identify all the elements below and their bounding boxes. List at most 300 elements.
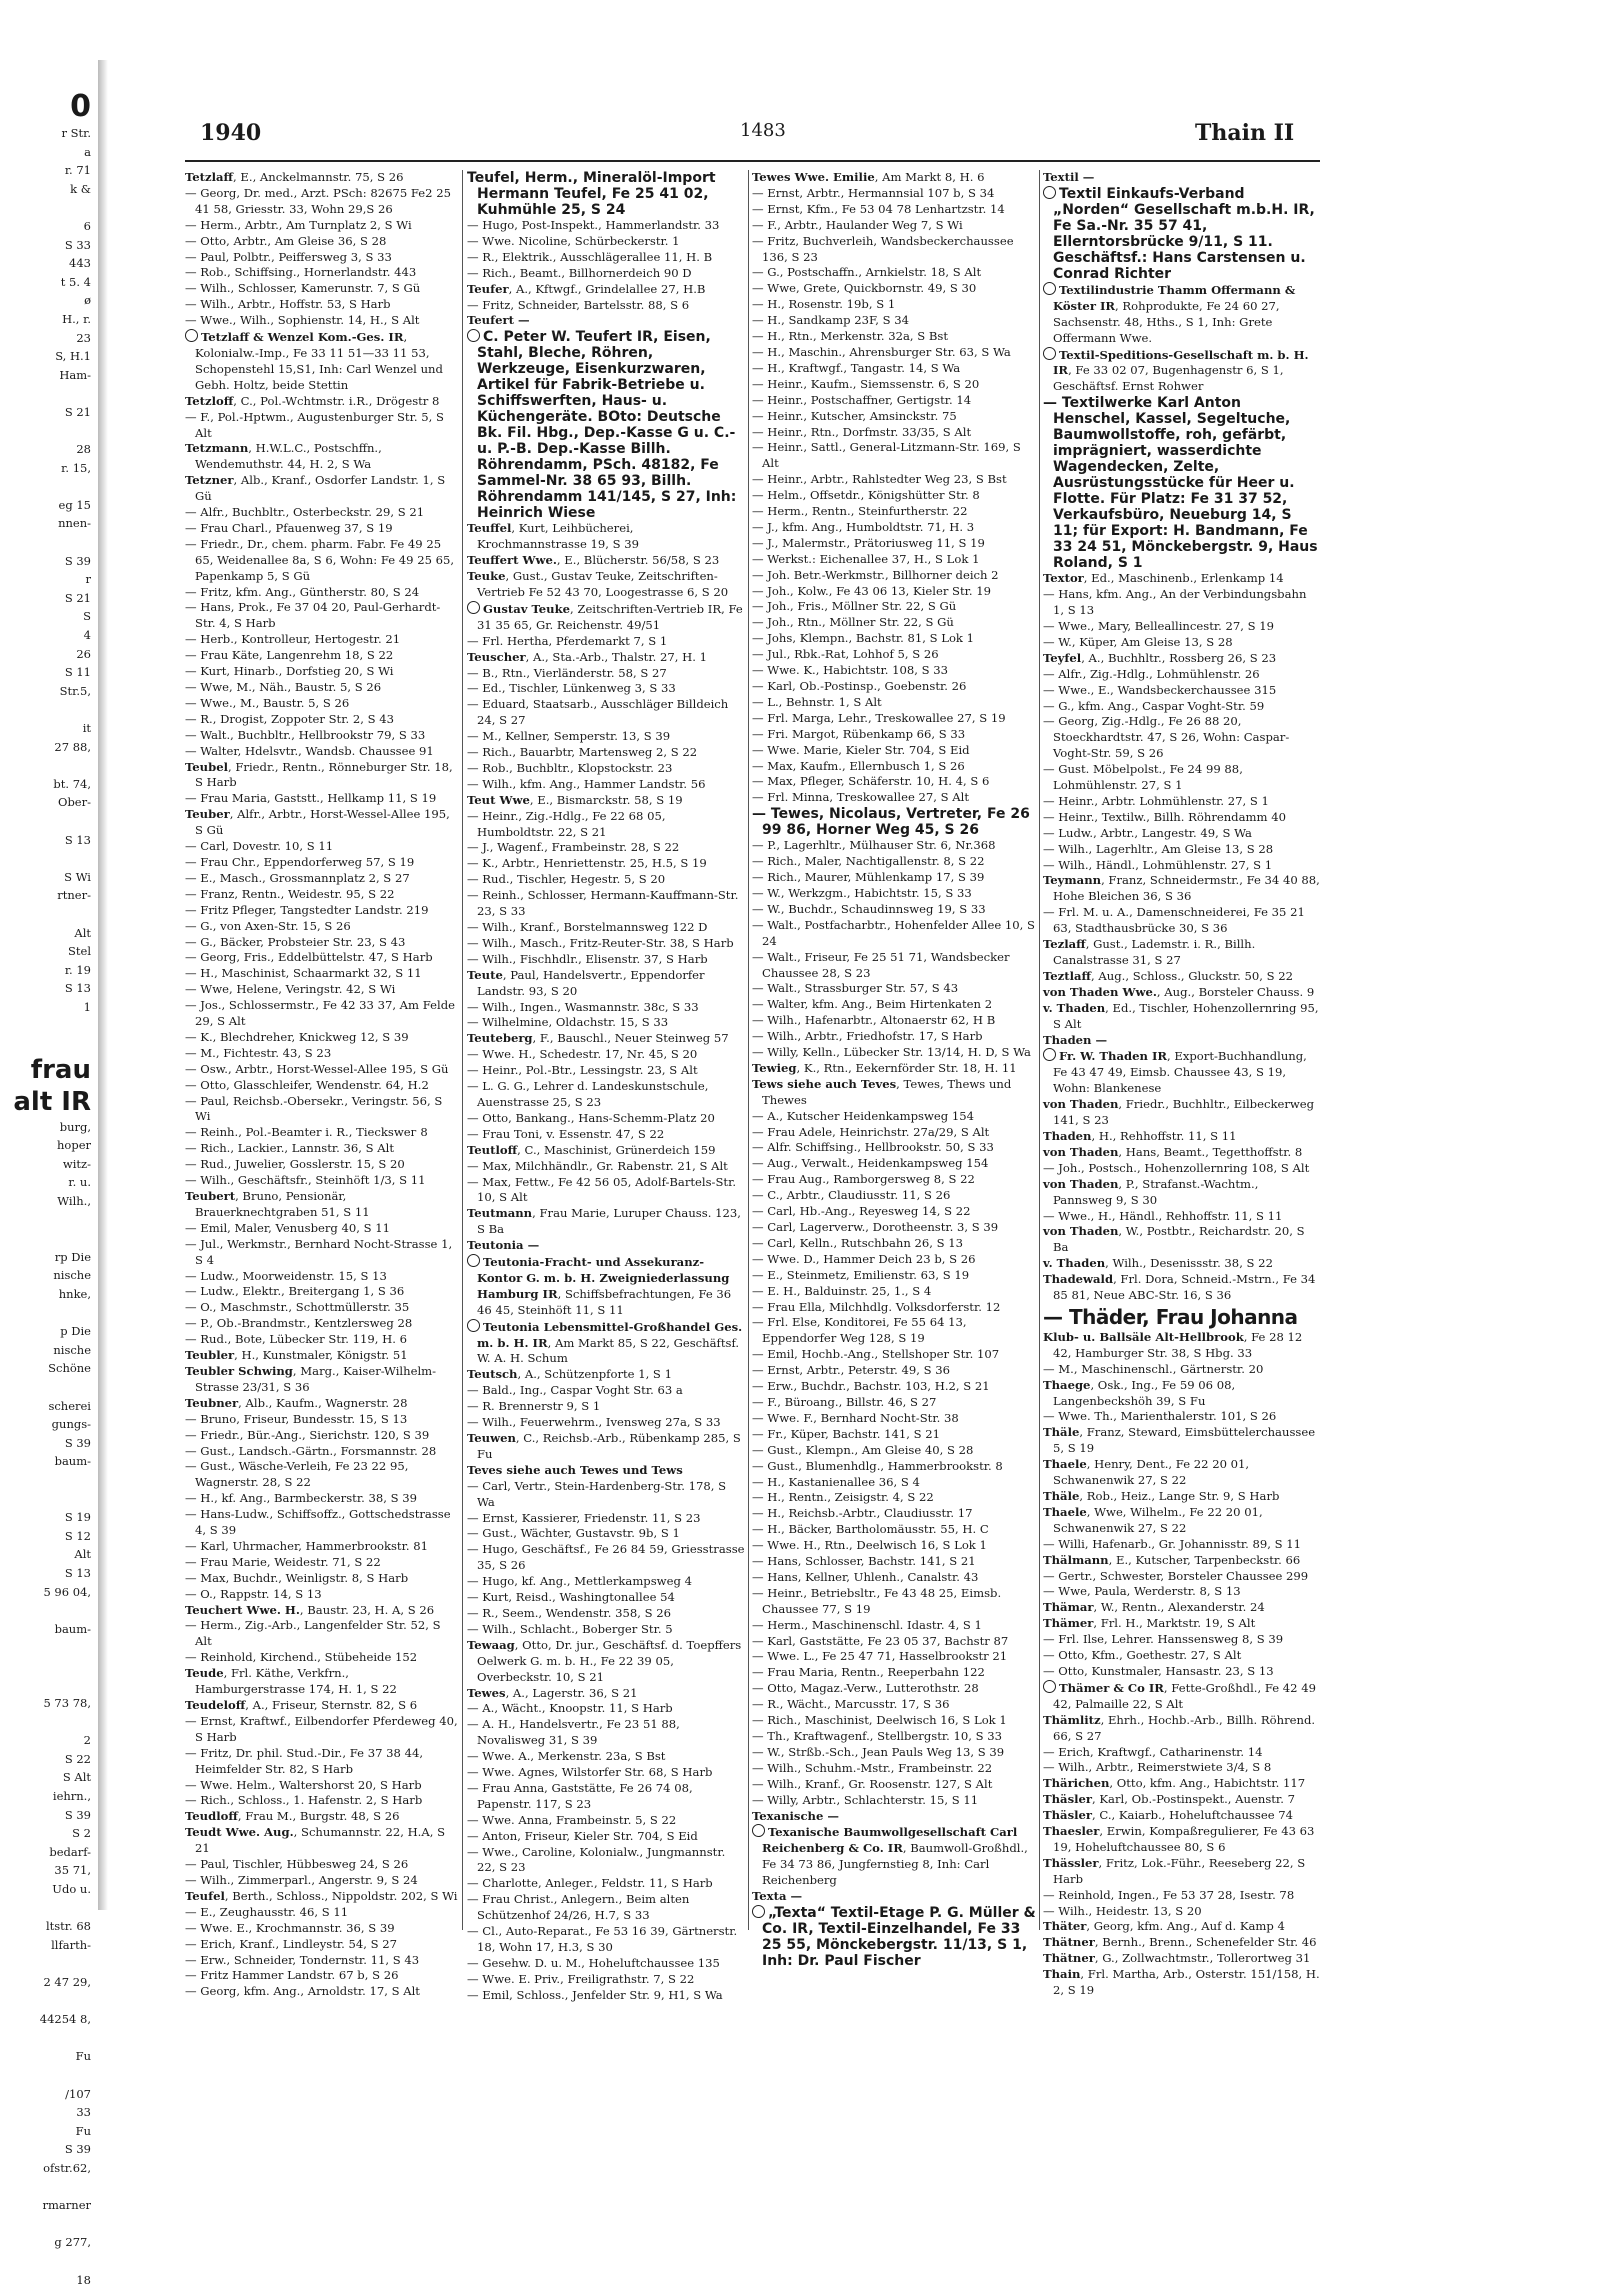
strip-line: a xyxy=(0,143,95,162)
directory-entry: — R., Seem., Wendenstr. 358, S 26 xyxy=(467,1606,745,1622)
directory-entry: Tetzmann, H.W.L.C., Postschffn., Wendemuthstr. 44, H. 2, S Wa xyxy=(185,441,459,473)
directory-entry: Gustav Teuke, Zeitschriften-Vertrieb IR, Fe 31 35 65, Gr. Reichenstr. 49/51 xyxy=(467,601,745,634)
directory-entry: — Wwe. L., Fe 25 47 71, Hasselbrookstr 21 xyxy=(752,1649,1036,1665)
directory-entry: von Thaden, Hans, Beamt., Tegetthoffstr. 8 xyxy=(1043,1145,1320,1161)
directory-entry: — Wwe. Helm., Waltershorst 20, S Harb xyxy=(185,1778,459,1794)
strip-line: Stel xyxy=(0,942,95,961)
directory-entry: — Joh., Postsch., Hohenzollernring 108, S Alt xyxy=(1043,1161,1320,1177)
strip-line: S 33 xyxy=(0,236,95,255)
strip-line: S 22 xyxy=(0,1750,95,1769)
listing-marker-icon xyxy=(467,329,480,342)
directory-entry: Tezlaff, Gust., Lademstr. i. R., Billh. Canalstrasse 31, S 27 xyxy=(1043,937,1320,969)
strip-line: S 39 xyxy=(0,1806,95,1825)
directory-entry: — Wilh., Ingen., Wasmannstr. 38c, S 33 xyxy=(467,1000,745,1016)
directory-entry: — Willy, Kelln., Lübecker Str. 13/14, H. D, S Wa xyxy=(752,1045,1036,1061)
strip-line: S Alt xyxy=(0,1768,95,1787)
strip-line: 6 xyxy=(0,217,95,236)
directory-entry: von Thaden, Friedr., Buchhltr., Eilbeckerweg 141, S 23 xyxy=(1043,1097,1320,1129)
strip-line: 33 xyxy=(0,2103,95,2122)
directory-entry: — Wwe. H., Rtn., Deelwisch 16, S Lok 1 xyxy=(752,1538,1036,1554)
directory-entry: Thaden, H., Rehhoffstr. 11, S 11 xyxy=(1043,1129,1320,1145)
directory-entry: — J., kfm. Ang., Humboldtstr. 71, H. 3 xyxy=(752,520,1036,536)
directory-entry: — Frl. Hertha, Pferdemarkt 7, S 1 xyxy=(467,634,745,650)
directory-entry: — Frau Chr., Eppendorferweg 57, S 19 xyxy=(185,855,459,871)
directory-entry: — Ernst, Arbtr., Peterstr. 49, S 36 xyxy=(752,1363,1036,1379)
directory-entry: C. Peter W. Teufert IR, Eisen, Stahl, Bleche, Röhren, Werkzeuge, Eisenkurzwaren, Artikel für Fabrik-Betriebe u. Schiffswerften, Haus- u. Küchengeräte. BOto: Deutsche Bk. Fil. Hbg., Dep.-Kasse G u. C.-u. P.-B. Dep.-Kasse Billh. Röhrendamm, PSch. 48182, Fe Sammel-Nr. 38 65 93, Billh. Röhrendamm 141/145, S 27, Inh: Heinrich Wiese xyxy=(467,329,745,521)
directory-entry: Teubel, Friedr., Rentn., Rönneburger Str. 18, S Harb xyxy=(185,760,459,792)
directory-entry: Thäter, Georg, kfm. Ang., Auf d. Kamp 4 xyxy=(1043,1919,1320,1935)
directory-entry: — Wilh., Schlacht., Boberger Str. 5 xyxy=(467,1622,745,1638)
directory-entry: — Otto, Kfm., Goethestr. 27, S Alt xyxy=(1043,1648,1320,1664)
directory-entry: — Osw., Arbtr., Horst-Wessel-Allee 195, S Gü xyxy=(185,1062,459,1078)
directory-entry: — H., Reichsb.-Arbtr., Claudiusstr. 17 xyxy=(752,1506,1036,1522)
directory-entry: Fr. W. Thaden IR, Export-Buchhandlung, Fe 43 47 49, Eimsb. Chaussee 43, S 19, Wohn: Blankenese xyxy=(1043,1048,1320,1097)
directory-entry: — Gust., Wäsche-Verleih, Fe 23 22 95, Wagnerstr. 28, S 22 xyxy=(185,1459,459,1491)
directory-entry: — F., Büroang., Billstr. 46, S 27 xyxy=(752,1395,1036,1411)
directory-entry: — Wilh., Hafenarbtr., Altonaerstr 62, H B xyxy=(752,1013,1036,1029)
strip-line: Udo u. xyxy=(0,1880,95,1899)
directory-entry: — Jos., Schlossermstr., Fe 42 33 37, Am Felde 29, S Alt xyxy=(185,998,459,1030)
directory-entry: — Wilh., Schuhm.-Mstr., Frambeinstr. 22 xyxy=(752,1761,1036,1777)
directory-entry: — Rich., Lackier., Lannstr. 36, S Alt xyxy=(185,1141,459,1157)
directory-entry: — Georg, Fris., Eddelbüttelstr. 47, S Harb xyxy=(185,950,459,966)
strip-line: r Str. xyxy=(0,124,95,143)
directory-entry: — Hans, Kellner, Uhlenh., Canalstr. 43 xyxy=(752,1570,1036,1586)
directory-entry: — Bruno, Friseur, Bundesstr. 15, S 13 xyxy=(185,1412,459,1428)
directory-entry: v. Thaden, Ed., Tischler, Hohenzollernring 95, S Alt xyxy=(1043,1001,1320,1033)
directory-entry: — Tewes, Nicolaus, Vertreter, Fe 26 99 86, Horner Weg 45, S 26 xyxy=(752,806,1036,838)
strip-line: nische xyxy=(0,1266,95,1285)
directory-entry: — Frl. M. u. A., Damenschneiderei, Fe 35 21 63, Stadthausbrücke 30, S 36 xyxy=(1043,905,1320,937)
strip-line: p Die xyxy=(0,1322,95,1341)
strip-line xyxy=(0,533,95,552)
strip-line: /107 xyxy=(0,2085,95,2104)
strip-line: S, H.1 xyxy=(0,347,95,366)
directory-entry: — H., Rtn., Merkenstr. 32a, S Bst xyxy=(752,329,1036,345)
directory-entry: — Wilh., Heidestr. 13, S 20 xyxy=(1043,1904,1320,1920)
strip-line: 27 88, xyxy=(0,738,95,757)
strip-line: S 19 xyxy=(0,1508,95,1527)
directory-entry: Teufel, Herm., Mineralöl-Import Hermann Teufel, Fe 25 41 02, Kuhmühle 25, S 24 xyxy=(467,170,745,218)
directory-entry: — E., Masch., Grossmannplatz 2, S 27 xyxy=(185,871,459,887)
directory-entry: Teutonia — xyxy=(467,1238,745,1254)
strip-line xyxy=(0,1657,95,1676)
directory-entry: — Erich, Kraftwgf., Catharinenstr. 14 xyxy=(1043,1745,1320,1761)
directory-entry: Teutloff, C., Maschinist, Grünerdeich 159 xyxy=(467,1143,745,1159)
column-divider xyxy=(462,170,463,1930)
directory-entry: — Rud., Juwelier, Gosslerstr. 15, S 20 xyxy=(185,1157,459,1173)
strip-line xyxy=(0,198,95,217)
directory-entry: Thässler, Fritz, Lok.-Führ., Reeseberg 22, S Harb xyxy=(1043,1856,1320,1888)
directory-entry: — Otto, Bankang., Hans-Schemm-Platz 20 xyxy=(467,1111,745,1127)
strip-line xyxy=(0,849,95,868)
directory-entry: — Wwe, M., Näh., Baustr. 5, S 26 xyxy=(185,680,459,696)
directory-entry: — J., Wagenf., Frambeinstr. 28, S 22 xyxy=(467,840,745,856)
directory-entry: Teymann, Franz, Schneidermstr., Fe 34 40 88, Hohe Bleichen 36, S 36 xyxy=(1043,873,1320,905)
directory-entry: — Wwe. Th., Marienthalerstr. 101, S 26 xyxy=(1043,1409,1320,1425)
directory-entry: — Frau Maria, Gaststt., Hellkamp 11, S 19 xyxy=(185,791,459,807)
directory-entry: Textil Einkaufs-Verband „Norden“ Gesellschaft m.b.H. IR, Fe Sa.-Nr. 35 57 41, Ellerntorsbrücke 9/11, S 11. Geschäftsf.: Hans Carstensen u. Conrad Richter xyxy=(1043,186,1320,282)
directory-entry: — M., Kellner, Semperstr. 13, S 39 xyxy=(467,729,745,745)
column-divider xyxy=(748,170,749,1930)
strip-line: g 277, xyxy=(0,2233,95,2252)
directory-entry: — Werkst.: Eichenallee 37, H., S Lok 1 xyxy=(752,552,1036,568)
strip-line: 1 xyxy=(0,998,95,1017)
directory-entry: — Max, Kaufm., Ellernbusch 1, S 26 xyxy=(752,759,1036,775)
directory-entry: Thadewald, Frl. Dora, Schneid.-Mstrn., Fe 34 85 81, Neue ABC-Str. 16, S 36 xyxy=(1043,1272,1320,1304)
directory-entry: — Fritz, Schneider, Bartelsstr. 88, S 6 xyxy=(467,298,745,314)
directory-entry: — Ernst, Arbtr., Hermannsial 107 b, S 34 xyxy=(752,186,1036,202)
strip-line: Str.5, xyxy=(0,682,95,701)
strip-line: it xyxy=(0,719,95,738)
directory-entry: Teutmann, Frau Marie, Luruper Chauss. 123, S Ba xyxy=(467,1206,745,1238)
directory-entry: — Ludw., Moorweidenstr. 15, S 13 xyxy=(185,1269,459,1285)
directory-entry: — Wilh., Händl., Lohmühlenstr. 27, S 1 xyxy=(1043,858,1320,874)
directory-entry: Teufel, Berth., Schloss., Nippoldstr. 202, S Wi xyxy=(185,1889,459,1905)
strip-line: 35 71, xyxy=(0,1861,95,1880)
strip-line: Ham- xyxy=(0,366,95,385)
directory-entry: — Wilh., Fischhdlr., Elisenstr. 37, S Harb xyxy=(467,952,745,968)
directory-entry: — Ernst, Kassierer, Friedenstr. 11, S 23 xyxy=(467,1511,745,1527)
directory-entry: — Heinr., Arbtr., Rahlstedter Weg 23, S Bst xyxy=(752,472,1036,488)
directory-entry: — Wwe. Agnes, Wilstorfer Str. 68, S Harb xyxy=(467,1765,745,1781)
directory-entry: — P., Lagerhltr., Mülhauser Str. 6, Nr.368 xyxy=(752,838,1036,854)
strip-line: r. 15, xyxy=(0,459,95,478)
directory-entry: — Joh., Rtn., Möllner Str. 22, S Gü xyxy=(752,615,1036,631)
directory-entry: Thätner, G., Zollwachtmstr., Tollerortweg 31 xyxy=(1043,1951,1320,1967)
strip-line xyxy=(0,1017,95,1036)
strip-line: Fu xyxy=(0,2122,95,2141)
directory-entry: — Wwe., M., Baustr. 5, S 26 xyxy=(185,696,459,712)
directory-entry: — E., Steinmetz, Emilienstr. 63, S 19 xyxy=(752,1268,1036,1284)
directory-entry: — Wilh., Lagerhltr., Am Gleise 13, S 28 xyxy=(1043,842,1320,858)
directory-entry: — Walter, Hdelsvtr., Wandsb. Chaussee 91 xyxy=(185,744,459,760)
strip-line: S 21 xyxy=(0,589,95,608)
directory-entry: — Reinh., Pol.-Beamter i. R., Tieckswег 8 xyxy=(185,1125,459,1141)
directory-entry: Textil — xyxy=(1043,170,1320,186)
directory-entry: Texanische Baumwollgesellschaft Carl Reichenberg & Co. IR, Baumwoll-Großhdl., Fe 34 73 86, Jungfernstieg 8, Inh: Carl Reichenberg xyxy=(752,1824,1036,1889)
directory-entry: — Cl., Auto-Reparat., Fe 53 16 39, Gärtnerstr. 18, Wohn 17, H.3, S 30 xyxy=(467,1924,745,1956)
strip-line xyxy=(0,1899,95,1918)
directory-entry: Thaesler, Erwin, Kompaßregulierer, Fe 43 63 19, Hoheluftchaussee 80, S 6 xyxy=(1043,1824,1320,1856)
directory-entry: — Herm., Arbtr., Am Turnplatz 2, S Wi xyxy=(185,218,459,234)
strip-line: Schöne xyxy=(0,1359,95,1378)
strip-line: bedarf- xyxy=(0,1843,95,1862)
directory-entry: — Anton, Friseur, Kieler Str. 704, S Eid xyxy=(467,1829,745,1845)
directory-entry: — Heinr., Kaufm., Siemssenstr. 6, S 20 xyxy=(752,377,1036,393)
directory-entry: — Wilh., Masch., Fritz-Reuter-Str. 38, S Harb xyxy=(467,936,745,952)
strip-line: rp Die xyxy=(0,1248,95,1267)
header-rule xyxy=(185,160,1320,162)
directory-entry: — Wwe. F., Bernhard Nocht-Str. 38 xyxy=(752,1411,1036,1427)
strip-line xyxy=(0,1638,95,1657)
directory-entry: Thäle, Rob., Heiz., Lange Str. 9, S Harb xyxy=(1043,1489,1320,1505)
directory-entry: Tewaag, Otto, Dr. jur., Geschäftsf. d. Toepffers Oelwerk G. m. b. H., Fe 22 39 05, Overbeckstr. 10, S 21 xyxy=(467,1638,745,1686)
strip-line: nische xyxy=(0,1341,95,1360)
strip-line: r. 71 xyxy=(0,161,95,180)
directory-entry: Tews siehe auch Teves, Tewes, Thews und Thewes xyxy=(752,1077,1036,1109)
directory-entry: — Frau Toni, v. Essenstr. 47, S 22 xyxy=(467,1127,745,1143)
directory-entry: — Wwe, Helene, Veringstr. 42, S Wi xyxy=(185,982,459,998)
directory-entry: — Emil, Schloss., Jenfelder Str. 9, H1, S Wa xyxy=(467,1988,745,2004)
strip-line xyxy=(0,384,95,403)
directory-entry: — R. Brennerstr 9, S 1 xyxy=(467,1399,745,1415)
directory-entry: — Charlotte, Anleger., Feldstr. 11, S Harb xyxy=(467,1876,745,1892)
strip-line: baum- xyxy=(0,1620,95,1639)
directory-entry: — K., Blechdreher, Knickweg 12, S 39 xyxy=(185,1030,459,1046)
strip-line xyxy=(0,1378,95,1397)
strip-line: 2 xyxy=(0,1731,95,1750)
directory-entry: — Wilh., Schlosser, Kamerunstr. 7, S Gü xyxy=(185,281,459,297)
directory-entry: — Willy, Arbtr., Schlachterstr. 15, S 11 xyxy=(752,1793,1036,1809)
directory-entry: — Wwe., Mary, Belleallincestr. 27, S 19 xyxy=(1043,619,1320,635)
directory-entry: — Wwe. H., Schedestr. 17, Nr. 45, S 20 xyxy=(467,1047,745,1063)
strip-line: S 11 xyxy=(0,663,95,682)
directory-entry: — Frl. Marga, Lehr., Treskowallee 27, S 19 xyxy=(752,711,1036,727)
directory-entry: — Frau Aug., Ramborgersweg 8, S 22 xyxy=(752,1172,1036,1188)
directory-entry: Teufer, A., Kftwgf., Grindelallee 27, H.B xyxy=(467,282,745,298)
strip-line: eg 15 xyxy=(0,496,95,515)
strip-line: 0 xyxy=(0,90,95,124)
directory-entry: — Eduard, Staatsarb., Ausschläger Billdeich 24, S 27 xyxy=(467,697,745,729)
strip-line xyxy=(0,1035,95,1054)
directory-entry: von Thaden Wwe., Aug., Borsteler Chauss. 9 xyxy=(1043,985,1320,1001)
directory-entry: — Wwe. E., Krochmannstr. 36, S 39 xyxy=(185,1921,459,1937)
strip-line xyxy=(0,756,95,775)
strip-line: 44254 8, xyxy=(0,2010,95,2029)
directory-entry: — Alfr., Buchbltr., Osterbeckstr. 29, S 21 xyxy=(185,505,459,521)
directory-entry: — W., Strßb.-Sch., Jean Pauls Weg 13, S 39 xyxy=(752,1745,1036,1761)
strip-line: t 5. 4 xyxy=(0,273,95,292)
directory-entry: — Carl, Lagerverw., Dorotheenstr. 3, S 39 xyxy=(752,1220,1036,1236)
directory-entry: — Carl, Dovestr. 10, S 11 xyxy=(185,839,459,855)
directory-entry: — Heinr., Rtn., Dorfmstr. 33/35, S Alt xyxy=(752,425,1036,441)
directory-entry: — Willi, Hafenarb., Gr. Johannisstr. 89, S 11 xyxy=(1043,1537,1320,1553)
strip-line: baum- xyxy=(0,1452,95,1471)
directory-entry: Tetzner, Alb., Kranf., Osdorfer Landstr. 1, S Gü xyxy=(185,473,459,505)
directory-entry: — H., Kastanienallee 36, S 4 xyxy=(752,1475,1036,1491)
directory-entry: von Thaden, P., Strafanst.-Wachtm., Pannsweg 9, S 30 xyxy=(1043,1177,1320,1209)
directory-entry: „Texta“ Textil-Etage P. G. Müller & Co. IR, Textil-Einzelhandel, Fe 33 25 55, Mönckebergstr. 11/13, S 1, Inh: Dr. Paul Fischer xyxy=(752,1905,1036,1969)
listing-marker-icon xyxy=(1043,1048,1056,1061)
directory-entry: Texanische — xyxy=(752,1809,1036,1825)
directory-entry: — Rob., Schiffsing., Hornerlandstr. 443 xyxy=(185,265,459,281)
directory-entry: Tewes, A., Lagerstr. 36, S 21 xyxy=(467,1686,745,1702)
directory-entry: Teutonia Lebensmittel-Großhandel Ges. m. b. H. IR, Am Markt 85, S 22, Geschäftsf. W. A. H. Schum xyxy=(467,1319,745,1368)
directory-entry: — H., Maschin., Ahrensburger Str. 63, S Wa xyxy=(752,345,1036,361)
listing-marker-icon xyxy=(752,1905,765,1918)
directory-entry: Tetzlaff & Wenzel Kom.-Ges. IR, Kolonialw.-Imp., Fe 33 11 51—33 11 53, Schopenstehl 15,S1, Inh: Carl Wenzel und Gebh. Holtz, beide Stettin xyxy=(185,329,459,394)
header-year: 1940 xyxy=(200,120,261,154)
strip-line: S 13 xyxy=(0,1564,95,1583)
directory-entry: Teute, Paul, Handelsvertr., Eppendorfer Landstr. 93, S 20 xyxy=(467,968,745,1000)
directory-entry: Thaden — xyxy=(1043,1033,1320,1049)
directory-entry: Texta — xyxy=(752,1889,1036,1905)
strip-line: 443 xyxy=(0,254,95,273)
strip-line: 28 xyxy=(0,440,95,459)
directory-entry: — Frau Adele, Heinrichstr. 27a/29, S Alt xyxy=(752,1125,1036,1141)
strip-line: scherei xyxy=(0,1397,95,1416)
strip-line: r. 19 xyxy=(0,961,95,980)
header-name-range: Thain II xyxy=(1195,120,1294,154)
directory-entry: — Herm., Maschinenschl. Idastr. 4, S 1 xyxy=(752,1618,1036,1634)
directory-entry: Teudloff, Frau M., Burgstr. 48, S 26 xyxy=(185,1809,459,1825)
directory-entry: — P., Ob.-Brandmstr., Kentzlersweg 28 xyxy=(185,1316,459,1332)
strip-line xyxy=(0,1229,95,1248)
directory-entry: — Jul., Werkmstr., Bernhard Nocht-Strasse 1, S 4 xyxy=(185,1237,459,1269)
directory-entry: — Alfr., Zig.-Hdlg., Lohmühlenstr. 26 xyxy=(1043,667,1320,683)
directory-entry: Thätner, Bernh., Brenn., Schenefelder Str. 46 xyxy=(1043,1935,1320,1951)
directory-entry: — O., Rappstr. 14, S 13 xyxy=(185,1587,459,1603)
directory-entry: — Frl. Else, Konditorei, Fe 55 64 13, Eppendorfer Weg 128, S 19 xyxy=(752,1315,1036,1347)
directory-entry: — Rich., Beamt., Billhornerdeich 90 D xyxy=(467,266,745,282)
directory-entry: — F., Arbtr., Haulander Weg 7, S Wi xyxy=(752,218,1036,234)
directory-entry: — Rich., Maschinist, Deelwisch 16, S Lok 1 xyxy=(752,1713,1036,1729)
directory-entry: — Aug., Verwalt., Heidenkampsweg 154 xyxy=(752,1156,1036,1172)
directory-entry: — Wwe., H., Händl., Rehhoffstr. 11, S 11 xyxy=(1043,1209,1320,1225)
directory-entry: — C., Arbtr., Claudiusstr. 11, S 26 xyxy=(752,1188,1036,1204)
directory-entry: — Wilh., Arbtr., Hoffstr. 53, S Harb xyxy=(185,297,459,313)
directory-entry: — R., Drogist, Zoppoter Str. 2, S 43 xyxy=(185,712,459,728)
directory-entry: — Franz, Rentn., Weidestr. 95, S 22 xyxy=(185,887,459,903)
listing-marker-icon xyxy=(752,1824,765,1837)
strip-line xyxy=(0,1471,95,1490)
directory-entry: — H., kf. Ang., Barmbeckerstr. 38, S 39 xyxy=(185,1491,459,1507)
directory-entry: Teves siehe auch Tewes und Tews xyxy=(467,1463,745,1479)
directory-entry: Thämer & Co IR, Fette-Großhdl., Fe 42 49 42, Palmaille 22, S Alt xyxy=(1043,1680,1320,1713)
directory-entry: — Ludw., Elektr., Breitergang 1, S 36 xyxy=(185,1284,459,1300)
directory-entry: Thämlitz, Ehrh., Hochb.-Arb., Billh. Röhrend. 66, S 27 xyxy=(1043,1713,1320,1745)
directory-entry: Teztlaff, Aug., Schloss., Gluckstr. 50, S 22 xyxy=(1043,969,1320,985)
directory-entry: Thäsler, Karl, Ob.-Postinspekt., Auenstr. 7 xyxy=(1043,1792,1320,1808)
strip-line: 5 96 04, xyxy=(0,1583,95,1602)
strip-line xyxy=(0,905,95,924)
directory-entry: — Walter, kfm. Ang., Beim Hirtenkaten 2 xyxy=(752,997,1036,1013)
directory-entry: Klub- u. Ballsäle Alt-Hellbrook, Fe 28 12 42, Hamburger Str. 38, S Hbg. 33 xyxy=(1043,1330,1320,1362)
directory-entry: — Wilh., Geschäftsfr., Steinhöft 1/3, S 11 xyxy=(185,1173,459,1189)
directory-entry: Thain, Frl. Martha, Arb., Osterstr. 151/158, H. 2, S 19 xyxy=(1043,1967,1320,1999)
strip-line: ltstr. 68 xyxy=(0,1917,95,1936)
directory-entry: Teuber, Alfr., Arbtr., Horst-Wessel-Allee 195, S Gü xyxy=(185,807,459,839)
directory-entry: Teuffert Wwe., E., Blücherstr. 56/58, S 23 xyxy=(467,553,745,569)
directory-entry: — Hugo, Geschäftsf., Fe 26 84 59, Griesstrasse 35, S 26 xyxy=(467,1542,745,1574)
directory-entry: — Fritz, kfm. Ang., Güntherstr. 80, S 24 xyxy=(185,585,459,601)
listing-marker-icon xyxy=(1043,282,1056,295)
strip-line: 26 xyxy=(0,645,95,664)
directory-entry: — Helm., Offsetdr., Königshütter Str. 8 xyxy=(752,488,1036,504)
directory-entry: — Gust. Möbelpolst., Fe 24 99 88, Lohmühlenstr. 27, S 1 xyxy=(1043,762,1320,794)
directory-entry: — Wilh., Kranf., Gr. Roosenstr. 127, S Alt xyxy=(752,1777,1036,1793)
strip-line xyxy=(0,2252,95,2271)
directory-entry: — Erw., Buchdr., Bachstr. 103, H.2, S 21 xyxy=(752,1379,1036,1395)
directory-entry: — Paul, Tischler, Hübbesweg 24, S 26 xyxy=(185,1857,459,1873)
directory-entry: — Wwe. D., Hammer Deich 23 b, S 26 xyxy=(752,1252,1036,1268)
directory-entry: Textor, Ed., Maschinenb., Erlenkamp 14 xyxy=(1043,571,1320,587)
strip-line: Alt xyxy=(0,924,95,943)
directory-entry: — Wwe. E. Priv., Freiligrathstr. 7, S 22 xyxy=(467,1972,745,1988)
directory-entry: — Friedr., Dr., chem. pharm. Fabr. Fe 49 25 65, Weidenallee 8a, S 6, Wohn: Fe 49 25 65, Papenkamp 5, S Gü xyxy=(185,537,459,585)
directory-entry: — Paul, Reichsb.-Obersekr., Veringstr. 56, S Wi xyxy=(185,1094,459,1126)
directory-entry: — Wwe., Wilh., Sophienstr. 14, H., S Alt xyxy=(185,313,459,329)
directory-entry: — Erw., Schneider, Tondernstr. 11, S 43 xyxy=(185,1953,459,1969)
directory-entry: — Otto, Glasschleifer, Wendenstr. 64, H.2 xyxy=(185,1078,459,1094)
directory-entry: — G., Postschaffn., Arnkielstr. 18, S Alt xyxy=(752,265,1036,281)
strip-line: 2 47 29, xyxy=(0,1973,95,1992)
strip-line: Alt xyxy=(0,1545,95,1564)
strip-line: frau xyxy=(0,1054,95,1086)
directory-entry: — Joh., Kolw., Fe 43 06 13, Kieler Str. 19 xyxy=(752,584,1036,600)
directory-entry: — Walt., Friseur, Fe 25 51 71, Wandsbecker Chaussee 28, S 23 xyxy=(752,950,1036,982)
directory-entry: — Fritz Pfleger, Tangstedter Landstr. 219 xyxy=(185,903,459,919)
directory-entry: — Gust., Wächter, Gustavstr. 9b, S 1 xyxy=(467,1526,745,1542)
directory-entry: — Rich., Maler, Nachtigallenstr. 8, S 22 xyxy=(752,854,1036,870)
directory-entry: Teuchert Wwe. H., Baustr. 23, H. A, S 26 xyxy=(185,1603,459,1619)
directory-entry: — Georg, kfm. Ang., Arnoldstr. 17, S Alt xyxy=(185,1984,459,2000)
directory-entry: — Hans, Prok., Fe 37 04 20, Paul-Gerhardt-Str. 4, S Harb xyxy=(185,600,459,632)
directory-entry: — Max, Milchhändlr., Gr. Rabenstr. 21, S Alt xyxy=(467,1159,745,1175)
strip-line: rmarner xyxy=(0,2196,95,2215)
directory-entry: Teut Wwe, E., Bismarckstr. 58, S 19 xyxy=(467,793,745,809)
directory-entry: — Fritz, Dr. phil. Stud.-Dir., Fe 37 38 44, Heimfelder Str. 82, S Harb xyxy=(185,1746,459,1778)
directory-entry: — Rich., Maurer, Mühlenkamp 17, S 39 xyxy=(752,870,1036,886)
directory-entry: Thaege, Osk., Ing., Fe 59 06 08, Langenbeckshöh 39, S Fu xyxy=(1043,1378,1320,1410)
strip-line: S 12 xyxy=(0,1527,95,1546)
directory-entry: — W., Küper, Am Gleise 13, S 28 xyxy=(1043,635,1320,651)
strip-line xyxy=(0,422,95,441)
directory-entry: — W., Werkzgm., Habichtstr. 15, S 33 xyxy=(752,886,1036,902)
directory-entry: Thälmann, E., Kutscher, Tarpenbeckstr. 66 xyxy=(1043,1553,1320,1569)
directory-entry: — Carl, Hb.-Ang., Reyesweg 14, S 22 xyxy=(752,1204,1036,1220)
directory-entry: — Heinr., Kutscher, Amsinckstr. 75 xyxy=(752,409,1036,425)
directory-entry: — Reinhold, Ingen., Fe 53 37 28, Isestr. 78 xyxy=(1043,1888,1320,1904)
strip-line: S 2 xyxy=(0,1824,95,1843)
page-gutter-shadow xyxy=(98,60,108,1910)
strip-line: 4 xyxy=(0,626,95,645)
directory-entry: Tewieg, K., Rtn., Eekernförder Str. 18, H. 11 xyxy=(752,1061,1036,1077)
directory-entry: — Wwe. A., Merkenstr. 23a, S Bst xyxy=(467,1749,745,1765)
directory-entry: — Reinh., Schlosser, Hermann-Kauffmann-Str. 23, S 33 xyxy=(467,888,745,920)
directory-entry: — Karl, Gaststätte, Fe 23 05 37, Bachstr 87 xyxy=(752,1634,1036,1650)
directory-entry: Teuffel, Kurt, Leihbücherei, Krochmannstrasse 19, S 39 xyxy=(467,521,745,553)
directory-entry: — Wwe. Anna, Frambeinstr. 5, S 22 xyxy=(467,1813,745,1829)
strip-line: Ober- xyxy=(0,793,95,812)
directory-entry: Teuteberg, F., Bauschl., Neuer Steinweg 57 xyxy=(467,1031,745,1047)
directory-entry: — G., Bäcker, Probsteier Str. 23, S 43 xyxy=(185,935,459,951)
directory-entry: — Frau Maria, Rentn., Reeperbahn 122 xyxy=(752,1665,1036,1681)
directory-entry: — Walt., Buchbltr., Hellbrookstr 79, S 33 xyxy=(185,728,459,744)
directory-entry: Textilindustrie Thamm Offermann & Köster IR, Rohprodukte, Fe 24 60 27, Sachsenstr. 48, Hths., S 1, Inh: Grete Offermann Wwe. xyxy=(1043,282,1320,347)
directory-entry: Teude, Frl. Käthe, Verkfrn., Hamburgerstrasse 174, H. 1, S 22 xyxy=(185,1666,459,1698)
strip-line xyxy=(0,1954,95,1973)
strip-line: hoper xyxy=(0,1136,95,1155)
directory-entry: — Otto, Kunstmaler, Hansastr. 23, S 13 xyxy=(1043,1664,1320,1680)
directory-entry: — Max, Buchdr., Weinligstr. 8, S Harb xyxy=(185,1571,459,1587)
directory-entry: — M., Fichtestr. 43, S 23 xyxy=(185,1046,459,1062)
strip-line xyxy=(0,1676,95,1695)
directory-entry: — Rich., Bauarbtr, Martensweg 2, S 22 xyxy=(467,745,745,761)
directory-entry: — Otto, Magaz.-Verw., Luttеrothstr. 28 xyxy=(752,1681,1036,1697)
directory-entry: — Herm., Zig.-Arb., Langenfelder Str. 52, S Alt xyxy=(185,1618,459,1650)
strip-line: S 21 xyxy=(0,403,95,422)
strip-line: r. u. xyxy=(0,1173,95,1192)
directory-entry: — Wilh., Arbtr., Reimerstwiete 3/4, S 8 xyxy=(1043,1760,1320,1776)
directory-entry: — H., Sandkamp 23F, S 34 xyxy=(752,313,1036,329)
directory-entry: v. Thaden, Wilh., Desenissstr. 38, S 22 xyxy=(1043,1256,1320,1272)
listing-marker-icon xyxy=(1043,186,1056,199)
directory-entry: — Friedr., Bür.-Ang., Sierichstr. 120, S 39 xyxy=(185,1428,459,1444)
strip-line: ø xyxy=(0,291,95,310)
strip-line: witz- xyxy=(0,1155,95,1174)
